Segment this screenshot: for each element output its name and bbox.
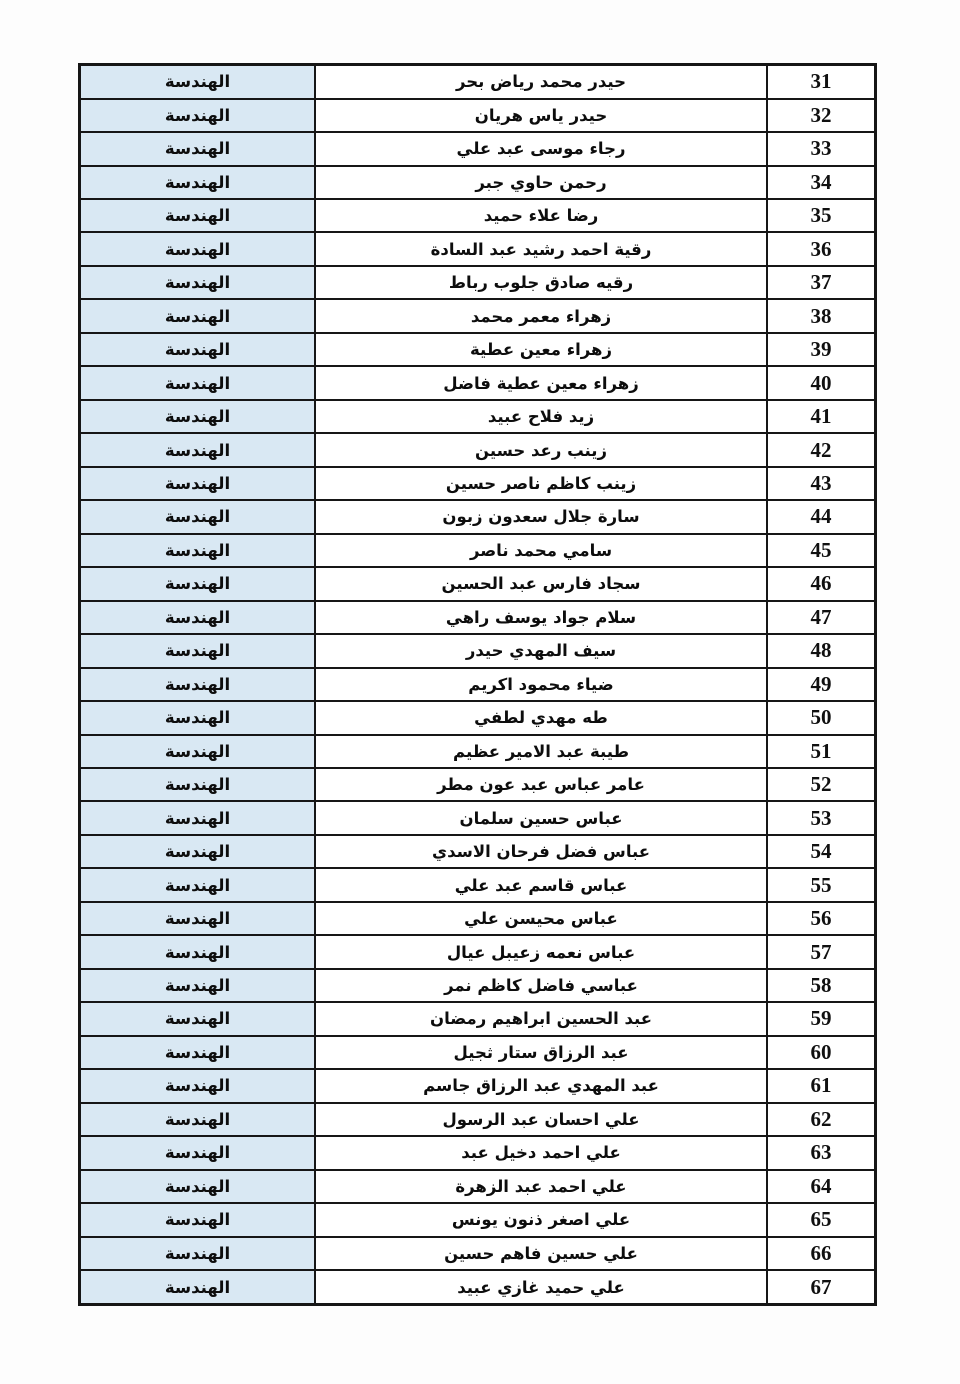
number-cell: 59 (767, 1002, 876, 1035)
department-cell: الهندسة (80, 1036, 316, 1069)
department-cell: الهندسة (80, 433, 316, 466)
name-cell: سارة جلال سعدون زبون (315, 500, 767, 533)
name-cell: طيبة عبد الامير عظيم (315, 735, 767, 768)
table-row (80, 701, 876, 734)
table-row (80, 969, 876, 1002)
name-cell: عامر عباس عبد عون مطر (315, 768, 767, 801)
table-row (80, 166, 876, 199)
table-row (80, 299, 876, 332)
number-cell: 61 (767, 1069, 876, 1102)
department-cell: الهندسة (80, 567, 316, 600)
table-row (80, 768, 876, 801)
number-cell: 66 (767, 1237, 876, 1270)
name-cell: علي اصغر ذنون يونس (315, 1203, 767, 1236)
number-cell: 50 (767, 701, 876, 734)
department-cell: الهندسة (80, 266, 316, 299)
table-row (80, 1103, 876, 1136)
name-cell: علي احمد عبد الزهرة (315, 1170, 767, 1203)
number-cell: 48 (767, 634, 876, 667)
number-cell: 63 (767, 1136, 876, 1169)
table-row (80, 634, 876, 667)
name-cell: سجاد فارس عبد الحسين (315, 567, 767, 600)
number-cell: 67 (767, 1270, 876, 1305)
department-cell: الهندسة (80, 1170, 316, 1203)
table-row (80, 266, 876, 299)
table-row (80, 1203, 876, 1236)
name-cell: رقية احمد رشيد عبد السادة (315, 232, 767, 265)
number-cell: 51 (767, 735, 876, 768)
number-cell: 45 (767, 534, 876, 567)
name-cell: علي حميد غازي عبيد (315, 1270, 767, 1305)
table-row (80, 935, 876, 968)
name-cell: علي احسان عبد الرسول (315, 1103, 767, 1136)
department-cell: الهندسة (80, 902, 316, 935)
number-cell: 39 (767, 333, 876, 366)
department-cell: الهندسة (80, 668, 316, 701)
department-cell: الهندسة (80, 1136, 316, 1169)
name-cell: علي حسين فاهم حسين (315, 1237, 767, 1270)
name-cell: زهراء معين عطية (315, 333, 767, 366)
name-cell: سامي محمد ناصر (315, 534, 767, 567)
table-row (80, 735, 876, 768)
department-cell: الهندسة (80, 500, 316, 533)
name-cell: عباس نعمه زعيبل عيال (315, 935, 767, 968)
department-cell: الهندسة (80, 333, 316, 366)
table-row (80, 132, 876, 165)
department-cell: الهندسة (80, 601, 316, 634)
name-cell: رحمن حاوي جبر (315, 166, 767, 199)
department-cell: الهندسة (80, 1002, 316, 1035)
number-cell: 52 (767, 768, 876, 801)
name-cell: زهراء معمر محمد (315, 299, 767, 332)
department-cell: الهندسة (80, 1069, 316, 1102)
name-cell: رقيه صادق جلوب رباط (315, 266, 767, 299)
table-row (80, 433, 876, 466)
number-cell: 55 (767, 868, 876, 901)
table-row (80, 868, 876, 901)
name-cell: رضا علاء حميد (315, 199, 767, 232)
number-cell: 40 (767, 366, 876, 399)
number-cell: 46 (767, 567, 876, 600)
name-cell: عباسي فاضل كاظم نمر (315, 969, 767, 1002)
department-cell: الهندسة (80, 1203, 316, 1236)
name-cell: سلام جواد يوسف راهي (315, 601, 767, 634)
table-row (80, 1002, 876, 1035)
name-cell: عباس فضل فرحان الاسدي (315, 835, 767, 868)
name-cell: عبد الرزاق ستار ثجيل (315, 1036, 767, 1069)
department-cell: الهندسة (80, 467, 316, 500)
department-cell: الهندسة (80, 735, 316, 768)
department-cell: الهندسة (80, 65, 316, 99)
number-cell: 32 (767, 99, 876, 132)
table-row (80, 366, 876, 399)
table-row (80, 1270, 876, 1305)
name-cell: رجاء موسى عبد علي (315, 132, 767, 165)
name-cell: عبد الحسين ابراهيم رمضان (315, 1002, 767, 1035)
table-row (80, 534, 876, 567)
department-cell: الهندسة (80, 199, 316, 232)
name-cell: حيدر ياس هريان (315, 99, 767, 132)
department-cell: الهندسة (80, 868, 316, 901)
number-cell: 65 (767, 1203, 876, 1236)
department-cell: الهندسة (80, 1270, 316, 1305)
department-cell: الهندسة (80, 634, 316, 667)
number-cell: 38 (767, 299, 876, 332)
name-cell: زينب كاظم ناصر حسين (315, 467, 767, 500)
table-row (80, 232, 876, 265)
department-cell: الهندسة (80, 768, 316, 801)
department-cell: الهندسة (80, 969, 316, 1002)
table-row (80, 65, 876, 99)
table-row (80, 99, 876, 132)
number-cell: 53 (767, 801, 876, 834)
table-row (80, 199, 876, 232)
table-row (80, 1237, 876, 1270)
department-cell: الهندسة (80, 132, 316, 165)
name-cell: علي احمد دخيل عبد (315, 1136, 767, 1169)
table-row (80, 500, 876, 533)
department-cell: الهندسة (80, 1237, 316, 1270)
department-cell: الهندسة (80, 232, 316, 265)
department-cell: الهندسة (80, 366, 316, 399)
number-cell: 62 (767, 1103, 876, 1136)
table-row (80, 1136, 876, 1169)
department-cell: الهندسة (80, 299, 316, 332)
name-cell: عباس محيسن علي (315, 902, 767, 935)
number-cell: 31 (767, 65, 876, 99)
department-cell: الهندسة (80, 1103, 316, 1136)
table-row (80, 1036, 876, 1069)
number-cell: 56 (767, 902, 876, 935)
table-row (80, 400, 876, 433)
number-cell: 44 (767, 500, 876, 533)
number-cell: 35 (767, 199, 876, 232)
number-cell: 34 (767, 166, 876, 199)
table-row (80, 333, 876, 366)
number-cell: 64 (767, 1170, 876, 1203)
department-cell: الهندسة (80, 801, 316, 834)
name-cell: زهراء معين عطية فاضل (315, 366, 767, 399)
number-cell: 43 (767, 467, 876, 500)
number-cell: 37 (767, 266, 876, 299)
table-row (80, 902, 876, 935)
name-cell: حيدر محمد رياض بحر (315, 65, 767, 99)
number-cell: 54 (767, 835, 876, 868)
number-cell: 33 (767, 132, 876, 165)
number-cell: 47 (767, 601, 876, 634)
number-cell: 36 (767, 232, 876, 265)
name-cell: عبد المهدي عبد الرزاق جاسم (315, 1069, 767, 1102)
name-cell: ضياء محمود اكريم (315, 668, 767, 701)
number-cell: 41 (767, 400, 876, 433)
table-row (80, 567, 876, 600)
name-cell: سيف المهدي حيدر (315, 634, 767, 667)
table-row (80, 668, 876, 701)
department-cell: الهندسة (80, 534, 316, 567)
name-cell: طه مهدي لطفي (315, 701, 767, 734)
department-cell: الهندسة (80, 935, 316, 968)
students-table (78, 63, 877, 1306)
table-row (80, 801, 876, 834)
department-cell: الهندسة (80, 400, 316, 433)
number-cell: 57 (767, 935, 876, 968)
name-cell: عباس قاسم عبد علي (315, 868, 767, 901)
department-cell: الهندسة (80, 99, 316, 132)
name-cell: زينب رعد حسين (315, 433, 767, 466)
department-cell: الهندسة (80, 835, 316, 868)
table-row (80, 1069, 876, 1102)
table-row (80, 601, 876, 634)
name-cell: زيد فلاح عبيد (315, 400, 767, 433)
number-cell: 60 (767, 1036, 876, 1069)
table-row (80, 835, 876, 868)
number-cell: 58 (767, 969, 876, 1002)
table-row (80, 467, 876, 500)
table-row (80, 1170, 876, 1203)
number-cell: 49 (767, 668, 876, 701)
table-body (80, 65, 876, 1305)
department-cell: الهندسة (80, 701, 316, 734)
department-cell: الهندسة (80, 166, 316, 199)
name-cell: عباس حسين سلمان (315, 801, 767, 834)
number-cell: 42 (767, 433, 876, 466)
